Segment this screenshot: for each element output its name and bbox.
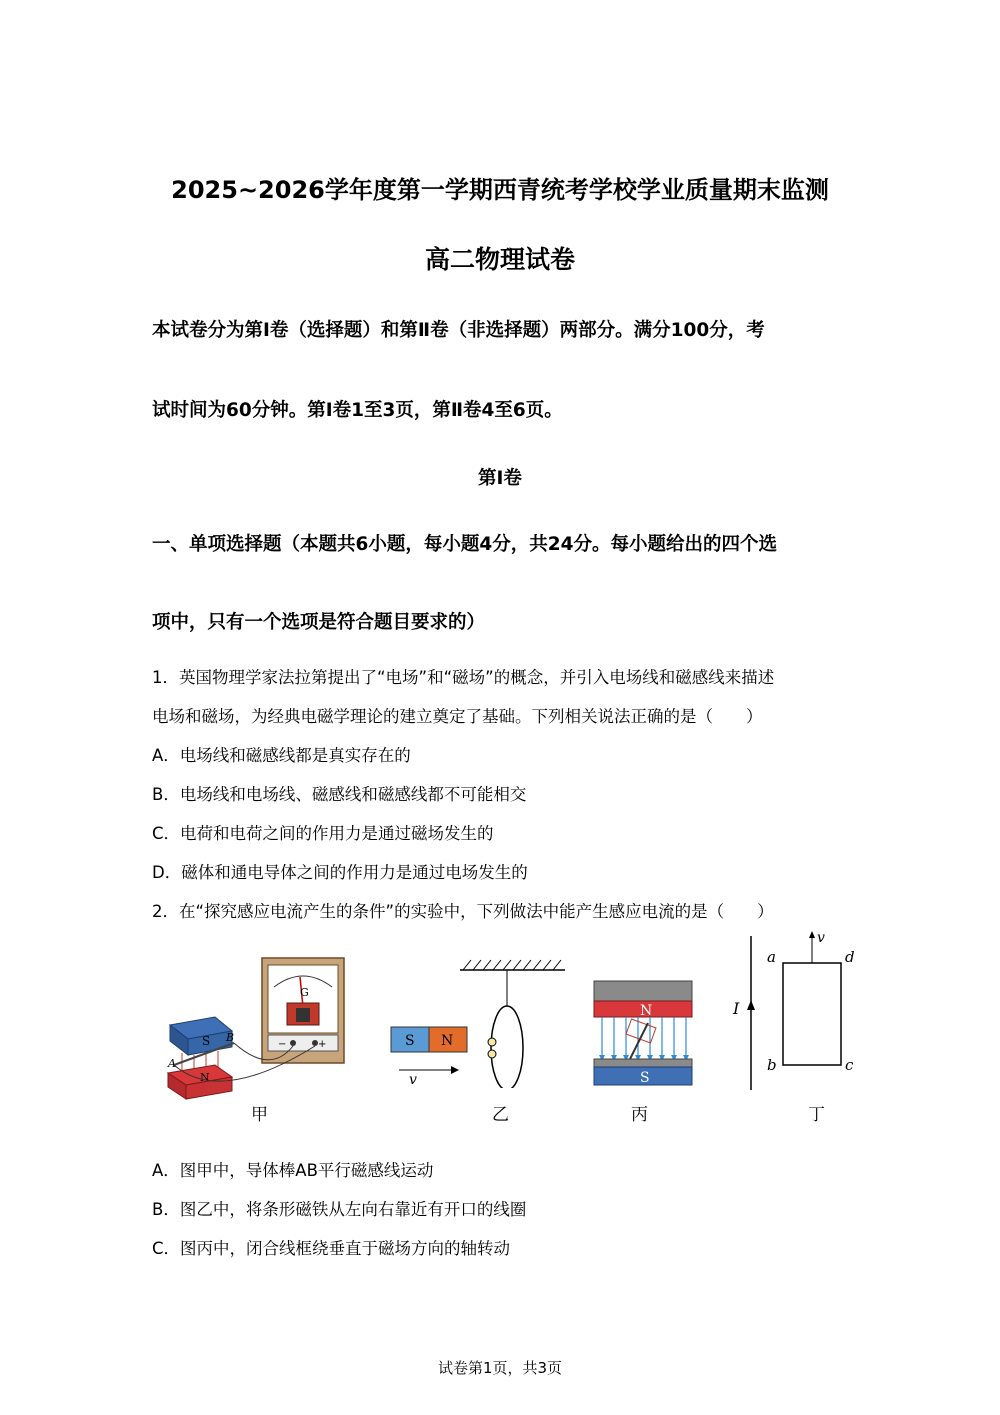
label-v: v (817, 930, 825, 946)
q1-stem-line-2: 电场和磁场，为经典电磁学理论的建立奠定了基础。下列相关说法正确的是（ ） (152, 707, 763, 726)
exam-subtitle: 高二物理试卷 (424, 245, 575, 274)
caption-yi: 乙 (492, 1105, 509, 1125)
caption-ding: 丁 (808, 1105, 825, 1125)
figure-yi (385, 958, 570, 1088)
label-s: S (640, 1070, 650, 1086)
part1-heading: 第Ⅰ卷 (478, 468, 522, 489)
label-n: N (200, 1071, 210, 1084)
label-a: A (168, 1057, 176, 1070)
q1-stem-line-1: 1．英国物理学家法拉第提出了“电场”和“磁场”的概念，并引入电场线和磁感线来描述 (152, 668, 775, 687)
q2-option-b: B．图乙中，将条形磁铁从左向右靠近有开口的线圈 (152, 1200, 527, 1219)
label-a: a (767, 948, 776, 966)
label-i: I (733, 999, 740, 1018)
intro-line-1: 本试卷分为第Ⅰ卷（选择题）和第Ⅱ卷（非选择题）两部分。满分100分，考 (152, 320, 765, 341)
section1-line-2: 项中，只有一个选项是符合题目要求的） (152, 612, 486, 633)
page-footer: 试卷第1页，共3页 (437, 1359, 563, 1377)
label-g: G (300, 986, 309, 999)
intro-line-2: 试时间为60分钟。第Ⅰ卷1至3页，第Ⅱ卷4至6页。 (152, 400, 563, 421)
q1-option-d: D．磁体和通电导体之间的作用力是通过电场发生的 (152, 863, 528, 882)
label-n: N (640, 1003, 653, 1019)
label-c: c (845, 1056, 854, 1074)
label-v: v (409, 1072, 417, 1088)
caption-jia: 甲 (251, 1105, 268, 1125)
q2-option-c: C．图丙中，闭合线框绕垂直于磁场方向的轴转动 (152, 1239, 511, 1258)
label-b: B (226, 1031, 235, 1044)
q1-option-a: A．电场线和磁感线都是真实存在的 (152, 746, 411, 765)
section1-line-1: 一、单项选择题（本题共6小题，每小题4分，共24分。每小题给出的四个选 (152, 534, 777, 555)
label-b: b (767, 1056, 777, 1074)
figure-ding (725, 928, 865, 1093)
exam-title: 2025~2026学年度第一学期西青统考学校学业质量期末监测 (171, 176, 829, 204)
figure-jia (160, 955, 350, 1100)
label-n: N (441, 1033, 454, 1049)
svg-text:−: − (278, 1039, 287, 1050)
q1-option-b: B．电场线和电场线、磁感线和磁感线都不可能相交 (152, 785, 527, 804)
svg-text:+: + (318, 1039, 327, 1050)
q1-option-c: C．电荷和电荷之间的作用力是通过磁场发生的 (152, 824, 494, 843)
caption-bing: 丙 (631, 1105, 648, 1125)
label-s: S (202, 1034, 211, 1048)
q2-option-a: A．图甲中，导体棒AB平行磁感线运动 (152, 1161, 434, 1180)
label-s: S (405, 1033, 415, 1049)
label-d: d (845, 948, 855, 966)
q2-stem: 2．在“探究感应电流产生的条件”的实验中，下列做法中能产生感应电流的是（ ） (152, 902, 774, 921)
figure-bing (590, 975, 700, 1090)
